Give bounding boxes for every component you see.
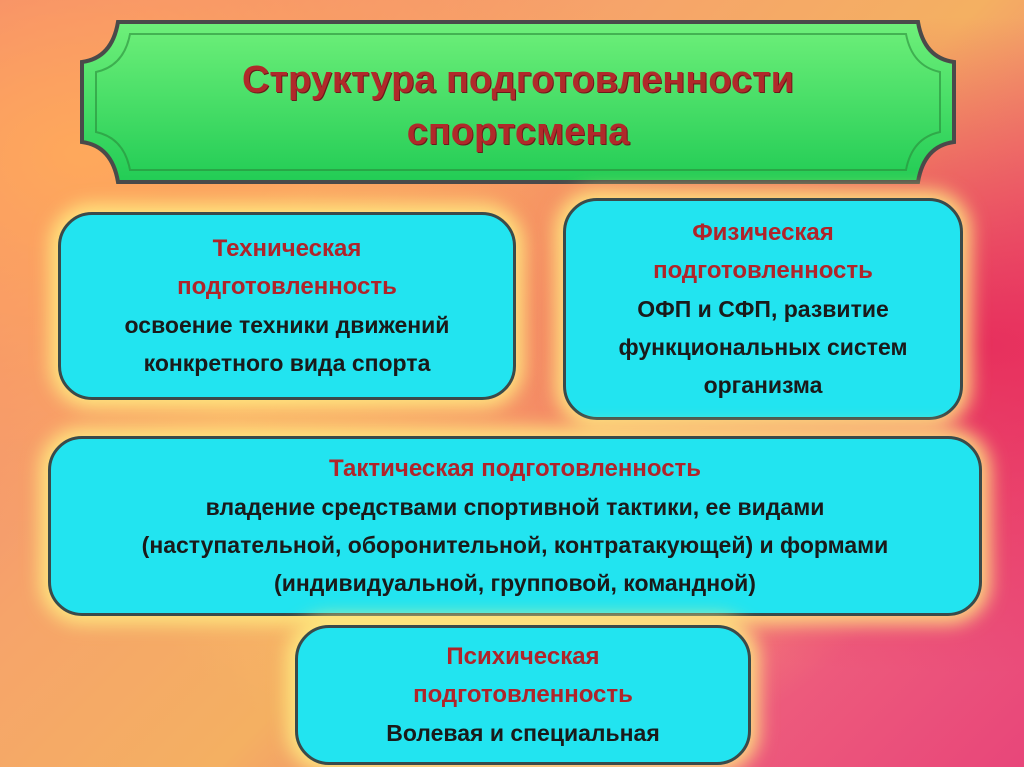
physical-desc-1: ОФП и СФП, развитие (637, 296, 889, 322)
psychological-heading-1: Психическая (446, 643, 600, 670)
tactical-desc-3: (индивидуальной, групповой, командной) (274, 570, 756, 596)
title-banner (78, 18, 958, 186)
psychological-heading-2: подготовленность (413, 681, 633, 708)
technical-readiness-box (58, 212, 516, 400)
tactical-desc-2: (наступательной, оборонительной, контратакующей) и формами (141, 532, 889, 558)
title-line-2: спортсмена (406, 111, 630, 153)
physical-heading-1: Физическая (692, 219, 834, 246)
psychological-desc-1: Волевая и специальная (386, 720, 660, 746)
physical-heading-2: подготовленность (653, 257, 873, 284)
psychological-readiness-box (295, 625, 751, 765)
technical-heading-1: Техническая (212, 235, 362, 262)
physical-readiness-box (563, 198, 963, 420)
title-line-1: Структура подготовленности (241, 59, 795, 101)
tactical-readiness-box (48, 436, 982, 616)
tactical-desc-1: владение средствами спортивной тактики, ее видами (205, 494, 825, 520)
technical-desc-2: конкретного вида спорта (143, 350, 431, 376)
physical-desc-2: функциональных систем (618, 334, 908, 360)
technical-desc-1: освоение техники движений (124, 312, 450, 338)
page-title (78, 54, 958, 158)
physical-desc-3: организма (703, 372, 823, 398)
technical-heading-2: подготовленность (177, 273, 397, 300)
tactical-heading: Тактическая подготовленность (328, 455, 702, 482)
